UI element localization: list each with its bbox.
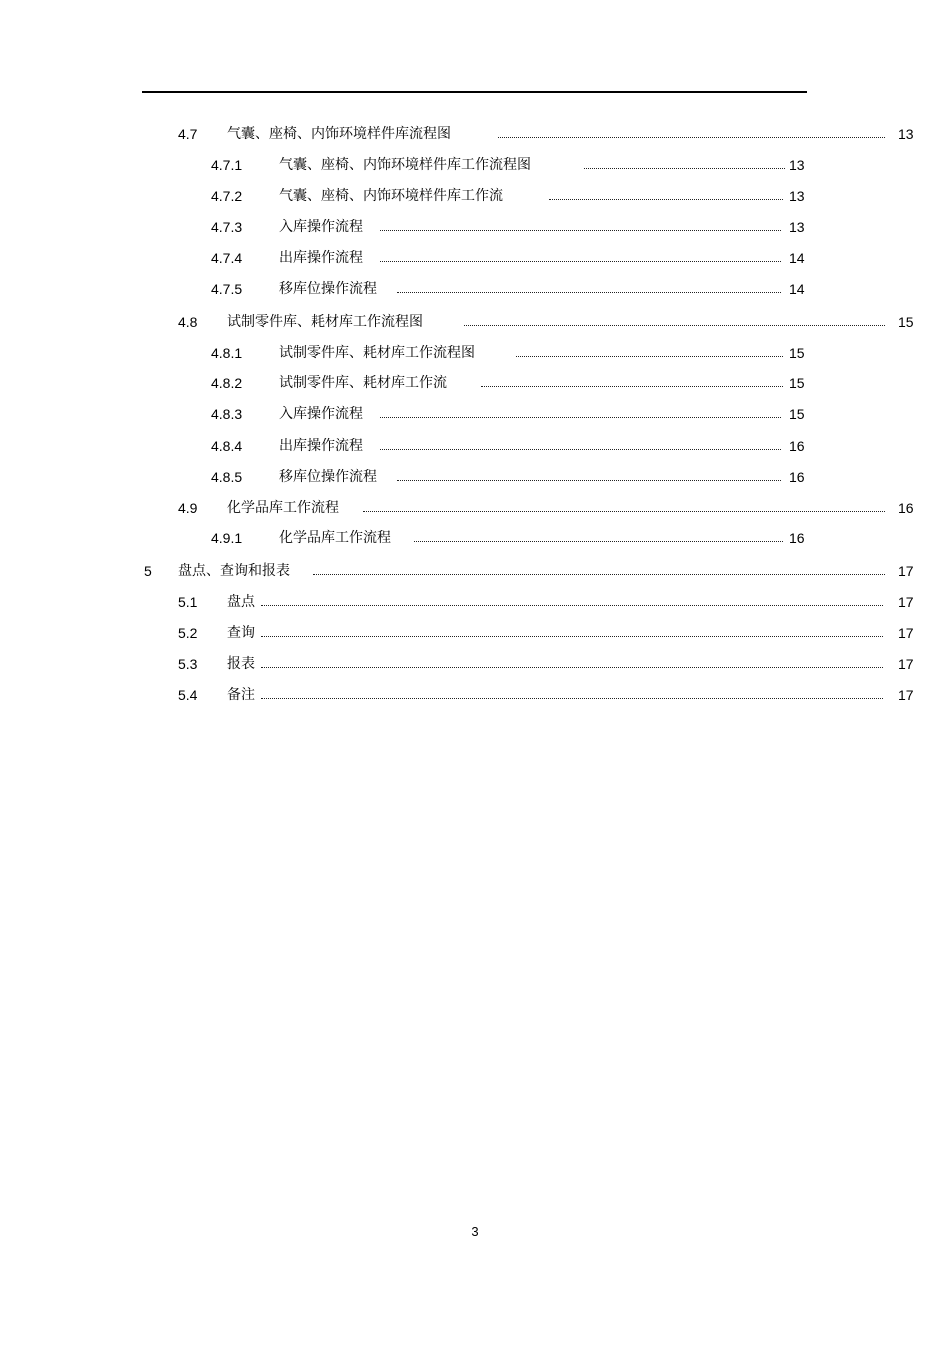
toc-entry-title: 试制零件库、耗材库工作流程图 bbox=[227, 314, 423, 330]
toc-entry[interactable] bbox=[0, 312, 950, 332]
toc-entry-title: 化学品库工作流程 bbox=[279, 530, 391, 546]
toc-leader-dots bbox=[380, 417, 781, 418]
toc-leader-dots bbox=[261, 636, 883, 637]
toc-entry-page: 15 bbox=[789, 345, 805, 361]
toc-entry-page: 15 bbox=[789, 375, 805, 391]
toc-entry-number: 5.1 bbox=[178, 594, 198, 610]
toc-entry-title: 气囊、座椅、内饰环境样件库工作流程图 bbox=[279, 157, 531, 173]
toc-entry[interactable] bbox=[0, 343, 950, 363]
toc-entry[interactable] bbox=[0, 404, 950, 424]
toc-entry-number: 5.4 bbox=[178, 687, 198, 703]
toc-entry[interactable] bbox=[0, 124, 950, 144]
toc-entry-number: 4.8.5 bbox=[211, 469, 243, 485]
toc-entry-page: 15 bbox=[789, 406, 805, 422]
toc-entry-title: 盘点、查询和报表 bbox=[178, 563, 290, 579]
toc-entry-title: 移库位操作流程 bbox=[279, 469, 377, 485]
toc-entry-title: 备注 bbox=[227, 687, 255, 703]
toc-entry[interactable] bbox=[0, 592, 950, 612]
toc-entry-number: 4.9.1 bbox=[211, 530, 243, 546]
toc-entry-page: 17 bbox=[898, 594, 914, 610]
toc-entry-title: 出库操作流程 bbox=[279, 250, 363, 266]
toc-entry-page: 14 bbox=[789, 281, 805, 297]
toc-leader-dots bbox=[397, 480, 781, 481]
toc-leader-dots bbox=[498, 137, 885, 138]
toc-entry[interactable] bbox=[0, 498, 950, 518]
toc-entry-title: 查询 bbox=[227, 625, 255, 641]
toc-entry[interactable] bbox=[0, 561, 950, 581]
toc-entry-number: 4.7.3 bbox=[211, 219, 243, 235]
toc-leader-dots bbox=[414, 541, 783, 542]
toc-entry[interactable] bbox=[0, 528, 950, 548]
toc-leader-dots bbox=[380, 261, 781, 262]
toc-entry-number: 5 bbox=[144, 563, 152, 579]
toc-entry-page: 16 bbox=[789, 438, 805, 454]
toc-entry-number: 4.7.2 bbox=[211, 188, 243, 204]
toc-entry-title: 化学品库工作流程 bbox=[227, 500, 339, 516]
toc-entry-number: 4.9 bbox=[178, 500, 198, 516]
toc-leader-dots bbox=[261, 698, 883, 699]
toc-entry[interactable] bbox=[0, 248, 950, 268]
toc-entry-number: 5.3 bbox=[178, 656, 198, 672]
toc-entry-page: 17 bbox=[898, 625, 914, 641]
toc-entry-page: 13 bbox=[789, 219, 805, 235]
toc-leader-dots bbox=[363, 511, 885, 512]
toc-entry-page: 17 bbox=[898, 656, 914, 672]
toc-entry[interactable] bbox=[0, 186, 950, 206]
toc-entry-number: 4.7.5 bbox=[211, 281, 243, 297]
toc-leader-dots bbox=[380, 230, 781, 231]
toc-entry-title: 报表 bbox=[227, 656, 255, 672]
toc-leader-dots bbox=[549, 199, 783, 200]
toc-entry-title: 移库位操作流程 bbox=[279, 281, 377, 297]
toc-leader-dots bbox=[313, 574, 885, 575]
toc-entry[interactable] bbox=[0, 623, 950, 643]
toc-entry[interactable] bbox=[0, 279, 950, 299]
toc-entry-page: 13 bbox=[898, 126, 914, 142]
toc-entry-page: 15 bbox=[898, 314, 914, 330]
toc-entry-page: 16 bbox=[789, 530, 805, 546]
toc-leader-dots bbox=[516, 356, 783, 357]
page-number: 3 bbox=[471, 1224, 479, 1239]
toc-entry-title: 出库操作流程 bbox=[279, 438, 363, 454]
toc-entry-number: 4.8.3 bbox=[211, 406, 243, 422]
toc-leader-dots bbox=[261, 605, 883, 606]
toc-leader-dots bbox=[261, 667, 883, 668]
toc-entry-number: 4.8.2 bbox=[211, 375, 243, 391]
toc-entry[interactable] bbox=[0, 373, 950, 393]
toc-entry[interactable] bbox=[0, 217, 950, 237]
toc-entry-title: 入库操作流程 bbox=[279, 406, 363, 422]
toc-entry-number: 5.2 bbox=[178, 625, 198, 641]
toc-entry-page: 16 bbox=[898, 500, 914, 516]
toc-entry-title: 试制零件库、耗材库工作流程图 bbox=[279, 345, 475, 361]
toc-leader-dots bbox=[584, 168, 785, 169]
toc-entry-page: 16 bbox=[789, 469, 805, 485]
toc-entry[interactable] bbox=[0, 467, 950, 487]
toc-entry-number: 4.7.4 bbox=[211, 250, 243, 266]
toc-entry-page: 13 bbox=[789, 157, 805, 173]
toc-entry-title: 试制零件库、耗材库工作流 bbox=[279, 375, 447, 391]
toc-entry-title: 盘点 bbox=[227, 594, 255, 610]
toc-entry[interactable] bbox=[0, 155, 950, 175]
toc-entry-title: 气囊、座椅、内饰环境样件库流程图 bbox=[227, 126, 451, 142]
toc-entry-number: 4.8 bbox=[178, 314, 198, 330]
toc-leader-dots bbox=[481, 386, 783, 387]
toc-entry-title: 气囊、座椅、内饰环境样件库工作流 bbox=[279, 188, 503, 204]
toc-leader-dots bbox=[397, 292, 781, 293]
toc-entry[interactable] bbox=[0, 654, 950, 674]
toc-leader-dots bbox=[464, 325, 885, 326]
toc-entry-page: 17 bbox=[898, 687, 914, 703]
toc-entry-number: 4.7 bbox=[178, 126, 198, 142]
toc-entry-page: 13 bbox=[789, 188, 805, 204]
toc-entry[interactable] bbox=[0, 436, 950, 456]
toc-entry-number: 4.8.1 bbox=[211, 345, 243, 361]
toc-entry-number: 4.7.1 bbox=[211, 157, 243, 173]
toc-entry-page: 17 bbox=[898, 563, 914, 579]
toc-entry[interactable] bbox=[0, 685, 950, 705]
toc-entry-title: 入库操作流程 bbox=[279, 219, 363, 235]
toc-leader-dots bbox=[380, 449, 781, 450]
toc-entry-page: 14 bbox=[789, 250, 805, 266]
toc-entry-number: 4.8.4 bbox=[211, 438, 243, 454]
